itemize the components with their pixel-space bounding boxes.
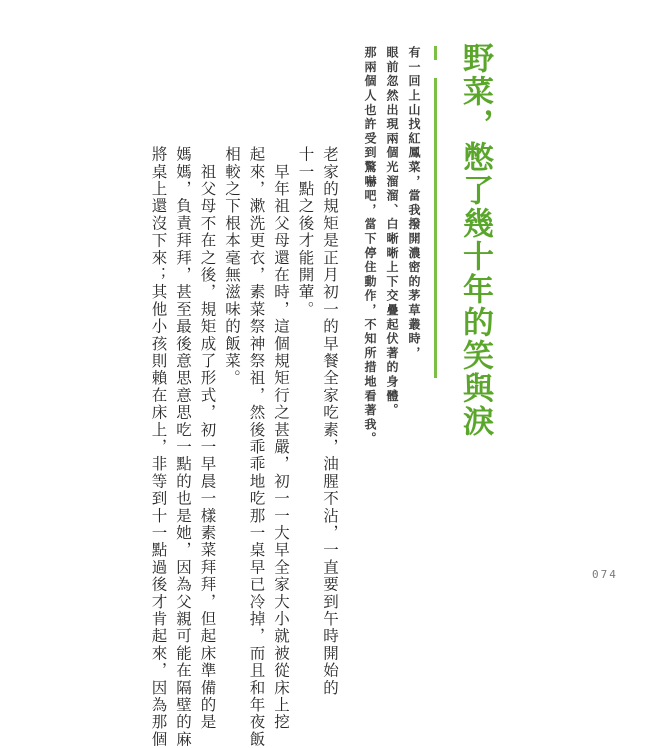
body-text [149,146,342,748]
chapter-title: 野菜，憋了幾十年的笑與淚 [457,42,493,438]
body-line: 相較之下根本毫無滋味的飯菜。 [223,146,241,387]
page-number: 074 [592,568,618,581]
title-rule-top [434,46,437,60]
subtitle-line: 有一回上山找紅鳳菜，當我撥開濃密的茅草叢時， [407,46,421,361]
body-line: 早年祖父母還在時，這個規矩行之甚嚴，初一一大早全家大小就被從床上挖 [272,146,290,731]
subtitle-line: 那兩個人也許受到驚嚇吧，當下停住動作，不知所措地看著我。 [363,46,377,447]
body-line: 祖父母不在之後，規矩成了形式，初一早晨一樣素菜拜拜，但起床準備的是 [198,146,217,731]
body-line: 將桌上還沒下來；其他小孩則賴在床上，非等到十一點過後才肯起來，因為那個 [149,146,168,748]
body-line: 老家的規矩是正月初一的早餐全家吃素，油腥不沾，一直要到午時開始的 [321,146,339,697]
body-line: 起來，漱洗更衣，素菜祭神祭祖，然後乖乖地吃那一桌早已冷掉，而且和年夜飯 [247,146,266,748]
body-line: 媽媽，負責拜拜，甚至最後意思意思吃一點的也是她，因為父親可能在隔壁的麻 [174,146,192,748]
subtitle-line: 眼前忽然出現兩個光溜溜、白晰晰上下交疊起伏著的身體。 [385,46,399,418]
chapter-subtitle [361,46,425,446]
body-line: 十一點之後才能開葷。 [296,146,315,318]
title-rule-bottom [434,78,437,378]
